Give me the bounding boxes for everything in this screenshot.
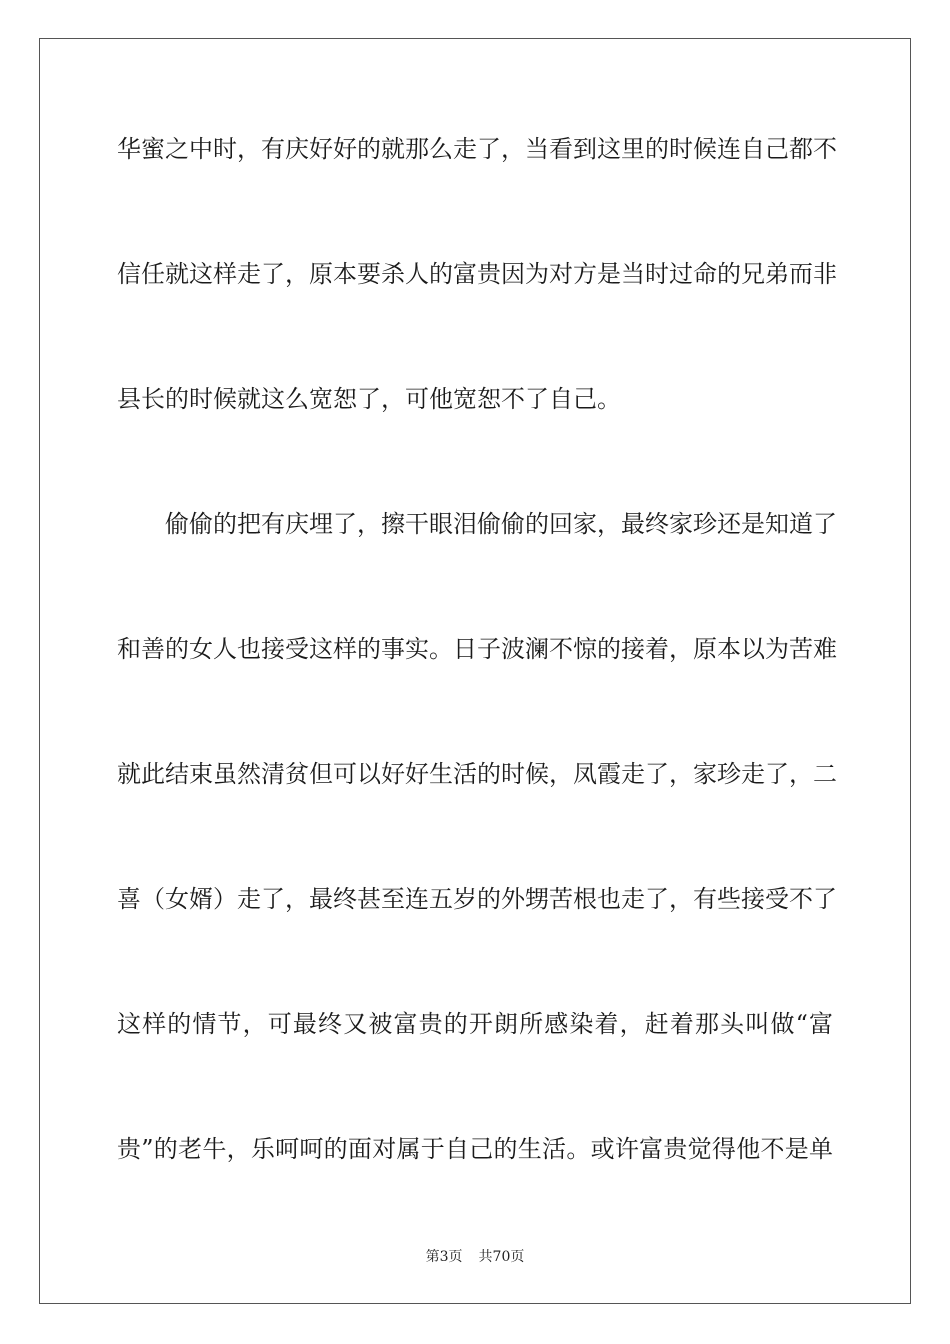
text-line-4: 偷偷的把有庆埋了，擦干眼泪偷偷的回家，最终家珍还是知道了 bbox=[165, 510, 837, 538]
page-border bbox=[39, 38, 911, 1304]
text-line-5: 和善的女人也接受这样的事实。日子波澜不惊的接着，原本以为苦难 bbox=[117, 635, 837, 663]
text-line-9: 贵”的老牛，乐呵呵的面对属于自己的生活。或许富贵觉得他不是单 bbox=[117, 1135, 833, 1163]
text-line-1: 华蜜之中时，有庆好好的就那么走了，当看到这里的时候连自己都不 bbox=[117, 135, 837, 163]
text-line-2: 信任就这样走了，原本要杀人的富贵因为对方是当时过命的兄弟而非 bbox=[117, 260, 837, 288]
page-number: 第3页 bbox=[425, 1249, 463, 1265]
text-line-3: 县长的时候就这么宽恕了，可他宽恕不了自己。 bbox=[117, 385, 621, 413]
page-total: 共70页 bbox=[478, 1249, 525, 1265]
text-line-8: 这样的情节，可最终又被富贵的开朗所感染着，赶着那头叫做“富 bbox=[117, 1010, 833, 1038]
text-line-7: 喜（女婿）走了，最终甚至连五岁的外甥苦根也走了，有些接受不了 bbox=[117, 885, 837, 913]
text-line-6: 就此结束虽然清贫但可以好好生活的时候，凤霞走了，家珍走了，二 bbox=[117, 760, 837, 788]
page-footer bbox=[0, 1248, 950, 1266]
